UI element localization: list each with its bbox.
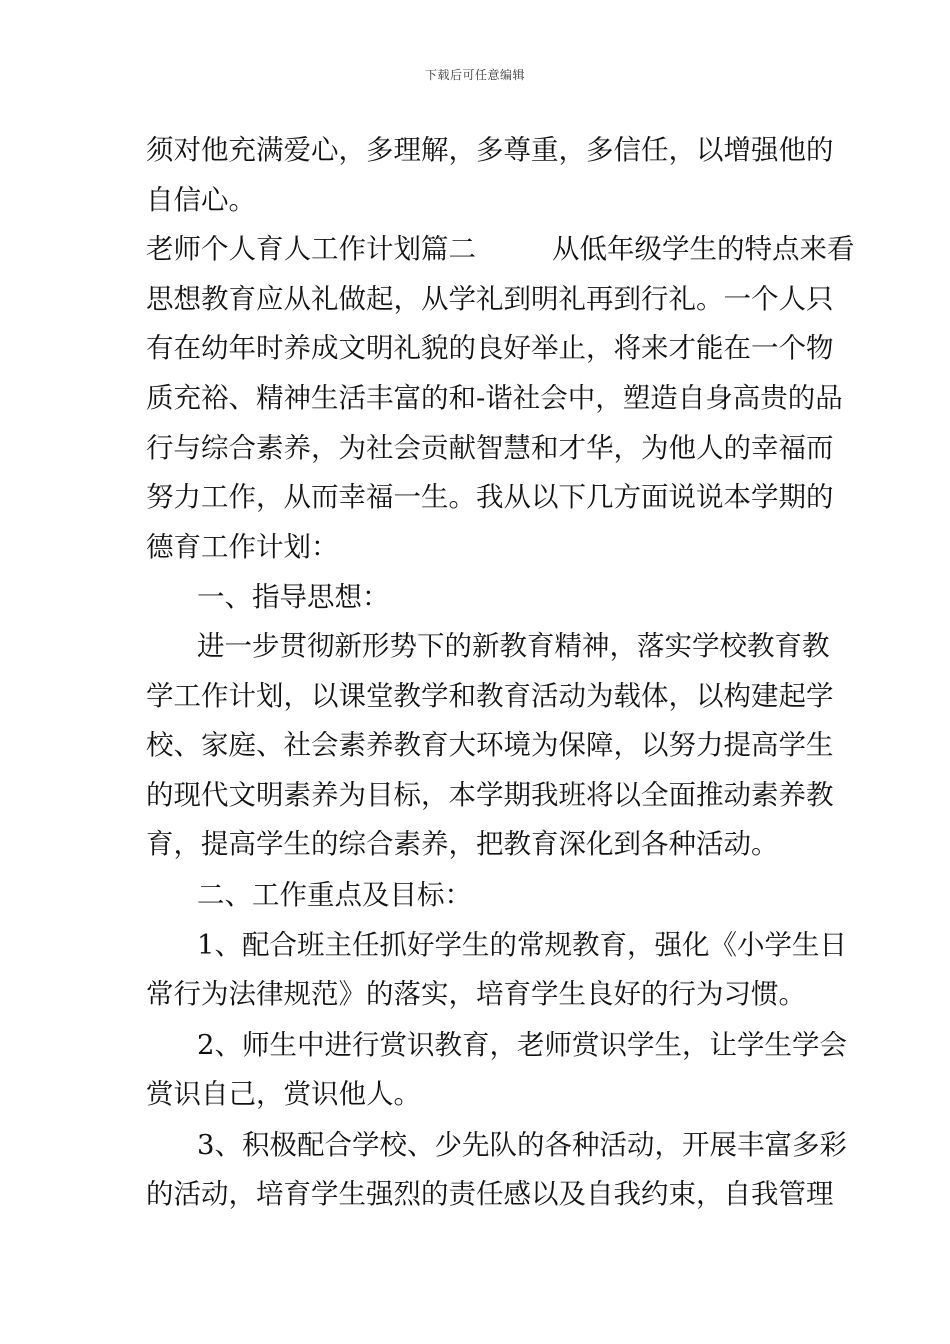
- text-line: 努力工作，从而幸福一生。我从以下几方面说说本学期的: [146, 481, 834, 513]
- text-line: 2、师生中进行赏识教育，老师赏识学生，让学生学会: [197, 1029, 847, 1061]
- text-line: 的现代文明素养为目标，本学期我班将以全面推动素养教: [146, 779, 834, 811]
- text-line: 须对他充满爱心，多理解，多尊重，多信任，以增强他的: [146, 134, 834, 166]
- text-line: 校、家庭、社会素养教育大环境为保障，以努力提高学生: [146, 729, 834, 761]
- text-line: 学工作计划，以课堂教学和教育活动为载体，以构建起学: [146, 680, 834, 712]
- section-title-line: [146, 231, 855, 267]
- text-line: 的活动，培育学生强烈的责任感以及自我约束，自我管理: [146, 1178, 834, 1210]
- text-segment: 从低年级学生的特点来看: [552, 233, 855, 265]
- section-title: 老师个人育人工作计划篇二: [146, 233, 476, 265]
- text-line: 1、配合班主任抓好学生的常规教育，强化《小学生日: [197, 929, 847, 961]
- text-line: 思想教育应从礼做起，从学礼到明礼再到行礼。一个人只: [146, 283, 834, 315]
- text-line: 进一步贯彻新形势下的新教育精神，落实学校教育教: [197, 630, 830, 662]
- text-line: 常行为法律规范》的落实，培育学生良好的行为习惯。: [146, 978, 806, 1010]
- text-line: 赏识自己，赏识他人。: [146, 1078, 421, 1110]
- text-line: 自信心。: [146, 184, 256, 216]
- text-line: 德育工作计划：: [146, 531, 339, 563]
- text-line: 育，提高学生的综合素养，把教育深化到各种活动。: [146, 828, 779, 860]
- text-line: 3、积极配合学校、少先队的各种活动，开展丰富多彩: [197, 1129, 847, 1161]
- text-line: 有在幼年时养成文明礼貌的良好举止，将来才能在一个物: [146, 332, 834, 364]
- text-line: 质充裕、精神生活丰富的和-谐社会中，塑造自身高贵的品: [146, 382, 843, 414]
- heading-key-points: 二、工作重点及目标：: [197, 879, 472, 911]
- page-header: 下载后可任意编辑: [424, 68, 525, 82]
- text-line: 行与综合素养，为社会贡献智慧和才华，为他人的幸福而: [146, 432, 834, 464]
- heading-guiding-thought: 一、指导思想：: [197, 581, 390, 613]
